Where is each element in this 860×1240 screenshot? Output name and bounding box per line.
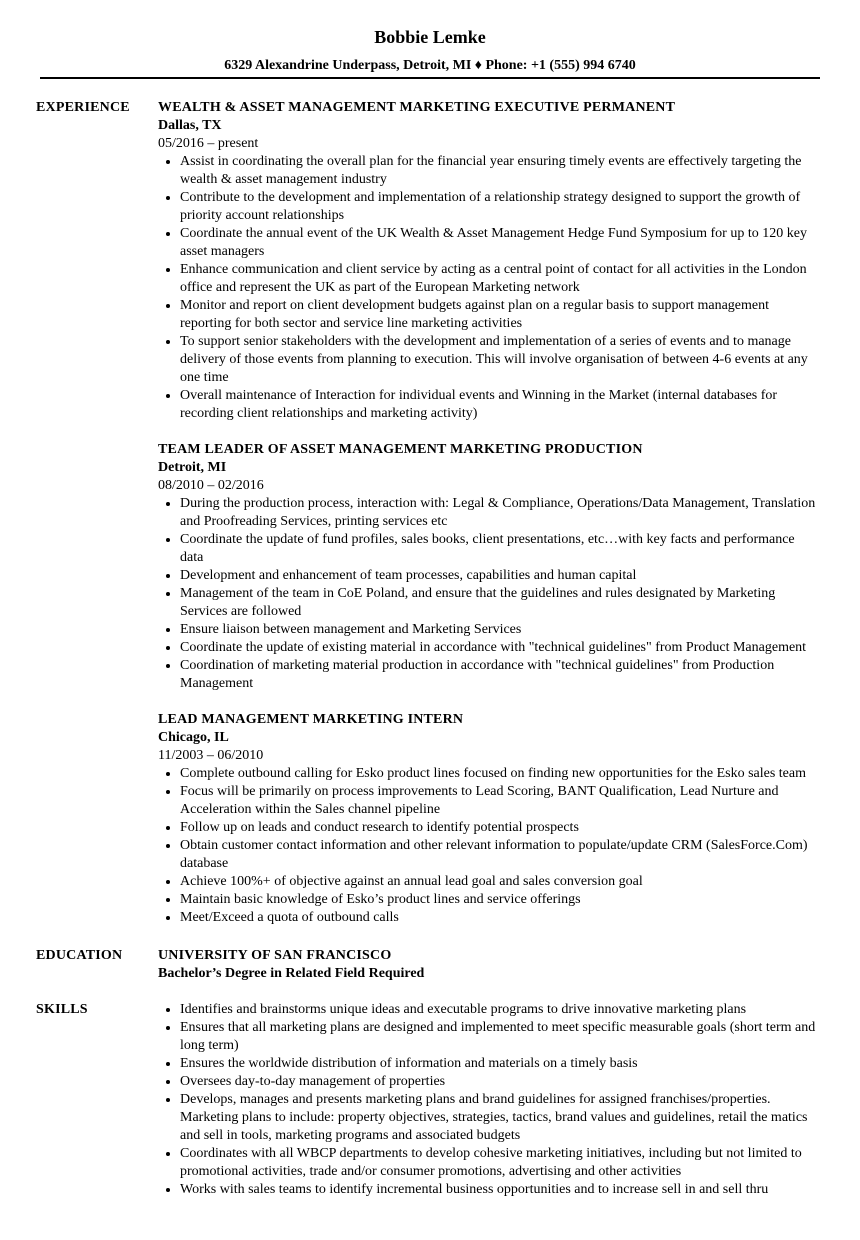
bullet-item: • Coordinates with all WBCP departments to develop cohesive marketing initiatives, including but not limited to promotional activities, trade and/or consumer promotions, advertising and other activities xyxy=(180,1145,820,1181)
job-title: WEALTH & ASSET MANAGEMENT MARKETING EXECUTIVE PERMANENT xyxy=(158,100,676,115)
job-dates: 08/2010 – 02/2016 xyxy=(158,478,264,493)
bullet-item: • Maintain basic knowledge of Esko’s product lines and service offerings xyxy=(180,891,820,909)
bullet-item: • Develops, manages and presents marketing plans and brand guidelines for assigned franchises/properties. Marketing plans to include: property objectives, strategies, tactics, brand values and guidelines, retail the matics and sell in tools, marketing programs and associated budgets xyxy=(180,1091,820,1145)
bullet-item: • Works with sales teams to identify incremental business opportunities and to increase sell in and sell thru xyxy=(180,1181,820,1199)
skills-bullets xyxy=(158,1001,820,1199)
bullet-item: • Complete outbound calling for Esko product lines focused on finding new opportunities for the Esko sales team xyxy=(180,765,820,783)
bullet-item: • Enhance communication and client service by acting as a central point of contact for all activities in the London office and represent the UK as part of the European Marketing network xyxy=(180,261,820,297)
bullet-item: • Assist in coordinating the overall plan for the financial year ensuring timely events are effectively targeting the wealth & asset management industry xyxy=(180,153,820,189)
bullet-item: • Contribute to the development and implementation of a relationship strategy designed to support the growth of priority account relationships xyxy=(180,189,820,225)
bullet-item: • Obtain customer contact information and other relevant information to populate/update CRM (SalesForce.Com) database xyxy=(180,837,820,873)
candidate-name: Bobbie Lemke xyxy=(374,27,486,47)
skills-section xyxy=(0,1001,860,1199)
section-title-skills: SKILLS xyxy=(36,1002,88,1017)
resume-header xyxy=(0,0,860,75)
experience-section xyxy=(0,99,860,927)
header-divider xyxy=(40,77,820,79)
job-title: LEAD MANAGEMENT MARKETING INTERN xyxy=(158,712,464,727)
degree: Bachelor’s Degree in Related Field Required xyxy=(158,966,425,981)
bullet-item: • Achieve 100%+ of objective against an annual lead goal and sales conversion goal xyxy=(180,873,820,891)
job-entry xyxy=(158,99,820,423)
bullet-item: • Meet/Exceed a quota of outbound calls xyxy=(180,909,820,927)
bullet-item: • Coordinate the update of existing material in accordance with "technical guidelines" from Product Management xyxy=(180,639,820,657)
bullet-item: • During the production process, interaction with: Legal & Compliance, Operations/Data Management, Translation and Proofreading Services, printing services etc xyxy=(180,495,820,531)
job-entry xyxy=(158,441,820,693)
bullet-item: • Coordinate the update of fund profiles, sales books, client presentations, etc…with key facts and performance data xyxy=(180,531,820,567)
bullet-item: • Ensures that all marketing plans are designed and implemented to meet specific measurable goals (short term and long term) xyxy=(180,1019,820,1055)
bullet-item: • Ensure liaison between management and Marketing Services xyxy=(180,621,820,639)
bullet-item: • To support senior stakeholders with the development and implementation of a series of events and to manage delivery of those events from planning to execution. This will involve organisation of between 4-6 events at any one time xyxy=(180,333,820,387)
job-bullets xyxy=(158,765,820,927)
job-location: Dallas, TX xyxy=(158,118,222,133)
bullet-item: • Focus will be primarily on process improvements to Lead Scoring, BANT Qualification, Lead Nurture and Acceleration within the Sales channel pipeline xyxy=(180,783,820,819)
job-location: Chicago, IL xyxy=(158,730,229,745)
bullet-item: • Follow up on leads and conduct research to identify potential prospects xyxy=(180,819,820,837)
bullet-item: • Ensures the worldwide distribution of information and materials on a timely basis xyxy=(180,1055,820,1073)
section-title-experience: EXPERIENCE xyxy=(36,100,130,115)
education-section xyxy=(0,947,860,983)
bullet-item: • Identifies and brainstorms unique ideas and executable programs to drive innovative marketing plans xyxy=(180,1001,820,1019)
job-title: TEAM LEADER OF ASSET MANAGEMENT MARKETING PRODUCTION xyxy=(158,442,643,457)
job-bullets xyxy=(158,153,820,423)
job-location: Detroit, MI xyxy=(158,460,227,475)
contact-line: 6329 Alexandrine Underpass, Detroit, MI ♦ Phone: +1 (555) 994 6740 xyxy=(224,58,636,73)
section-title-education: EDUCATION xyxy=(36,948,123,963)
job-dates: 11/2003 – 06/2010 xyxy=(158,748,264,763)
bullet-item: • Monitor and report on client development budgets against plan on a regular basis to support management reporting for both sector and service line marketing activities xyxy=(180,297,820,333)
bullet-item: • Development and enhancement of team processes, capabilities and human capital xyxy=(180,567,820,585)
job-entry xyxy=(158,711,820,927)
job-dates: 05/2016 – present xyxy=(158,136,259,151)
bullet-item: • Oversees day-to-day management of properties xyxy=(180,1073,820,1091)
bullet-item: • Coordinate the annual event of the UK Wealth & Asset Management Hedge Fund Symposium for up to 120 key asset managers xyxy=(180,225,820,261)
bullet-item: • Management of the team in CoE Poland, and ensure that the guidelines and rules designated by Marketing Services are followed xyxy=(180,585,820,621)
job-bullets xyxy=(158,495,820,693)
bullet-item: • Coordination of marketing material production in accordance with "technical guidelines" from Production Management xyxy=(180,657,820,693)
school-name: UNIVERSITY OF SAN FRANCISCO xyxy=(158,948,392,963)
bullet-item: • Overall maintenance of Interaction for individual events and Winning in the Market (internal databases for recording client relationships and marketing activity) xyxy=(180,387,820,423)
